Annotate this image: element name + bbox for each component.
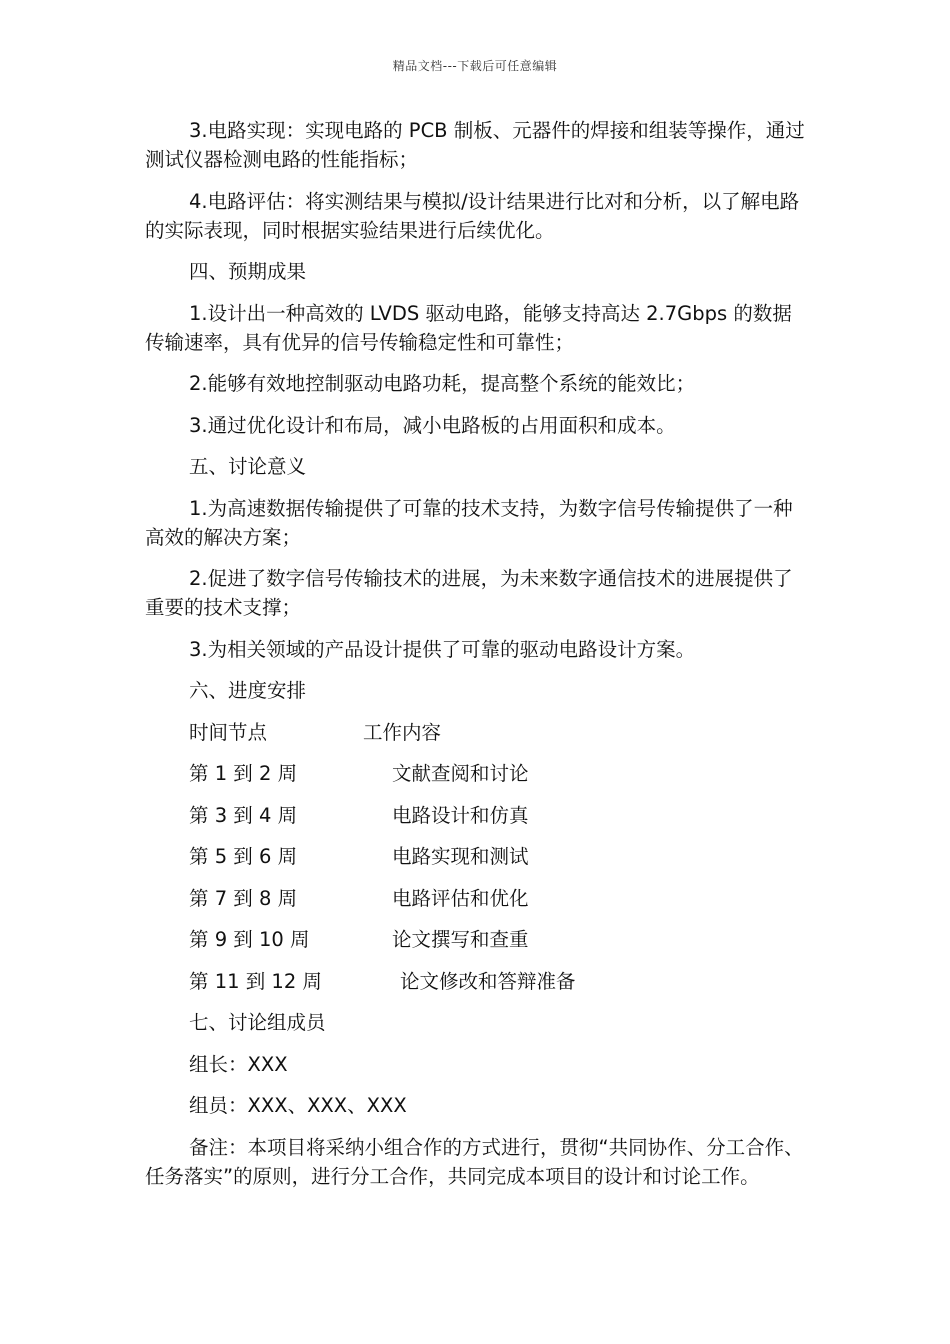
paragraph-circuit-evaluation: 4.电路评估：将实测结果与模拟/设计结果进行比对和分析，以了解电路的实际表现，同时根据实验结果进行后续优化。 [145,189,800,242]
section-heading-expected-results: 四、预期成果 [189,260,307,283]
section-heading-significance: 五、讨论意义 [189,455,307,478]
paragraph-circuit-implementation: 3.电路实现：实现电路的 PCB 制板、元器件的焊接和组装等操作，通过测试仪器检测电路的性能指标； [145,119,805,171]
section-heading-team-members: 七、讨论组成员 [189,1011,326,1034]
schedule-row-task: 论文修改和答辩准备 [400,969,576,993]
schedule-row-task: 电路实现和测试 [392,845,529,868]
schedule-row [145,759,805,788]
schedule-row-time: 第 11 到 12 周 [189,969,322,993]
team-leader: 组长：XXX [189,1052,288,1076]
schedule-row [145,842,805,871]
schedule-row [145,967,805,996]
schedule-row-time: 第 1 到 2 周 [189,762,298,785]
expected-result-item-3: 3.通过优化设计和布局，减小电路板的占用面积和成本。 [189,413,676,437]
schedule-col-content: 工作内容 [363,720,442,744]
schedule-header-row [145,718,805,747]
expected-result-item-2: 2.能够有效地控制驱动电路功耗，提高整个系统的能效比； [189,372,696,395]
schedule-row-time: 第 7 到 8 周 [189,886,298,910]
section-heading-schedule: 六、进度安排 [189,679,307,702]
expected-result-item-1: 1.设计出一种高效的 LVDS 驱动电路，能够支持高达 2.7Gbps 的数据传输速率，具有优异的信号传输稳定性和可靠性； [145,301,792,354]
page-header-watermark: 精品文档---下载后可任意编辑 [392,59,558,73]
schedule-row [145,801,805,830]
schedule-row-time: 第 5 到 6 周 [189,845,298,868]
schedule-row-task: 文献查阅和讨论 [392,762,529,785]
schedule-row [145,884,805,913]
schedule-row [145,925,805,954]
significance-item-1: 1.为高速数据传输提供了可靠的技术支持，为数字信号传输提供了一种高效的解决方案； [145,496,793,549]
schedule-row-task: 电路设计和仿真 [392,803,529,827]
team-members: 组员：XXX、XXX、XXX [189,1094,407,1117]
significance-item-3: 3.为相关领域的产品设计提供了可靠的驱动电路设计方案。 [189,637,696,661]
schedule-col-time: 时间节点 [189,720,268,744]
schedule-row-task: 电路评估和优化 [392,886,529,910]
significance-item-2: 2.促进了数字信号传输技术的进展，为未来数字通信技术的进展提供了重要的技术支撑； [145,567,793,619]
schedule-row-time: 第 3 到 4 周 [189,803,298,827]
remark-paragraph: 备注：本项目将采纳小组合作的方式进行，贯彻“共同协作、分工合作、任务落实”的原则，进行分工合作，共同完成本项目的设计和讨论工作。 [145,1135,804,1188]
schedule-row-time: 第 9 到 10 周 [189,928,310,951]
schedule-row-task: 论文撰写和查重 [392,928,529,951]
document-body [145,116,805,1191]
